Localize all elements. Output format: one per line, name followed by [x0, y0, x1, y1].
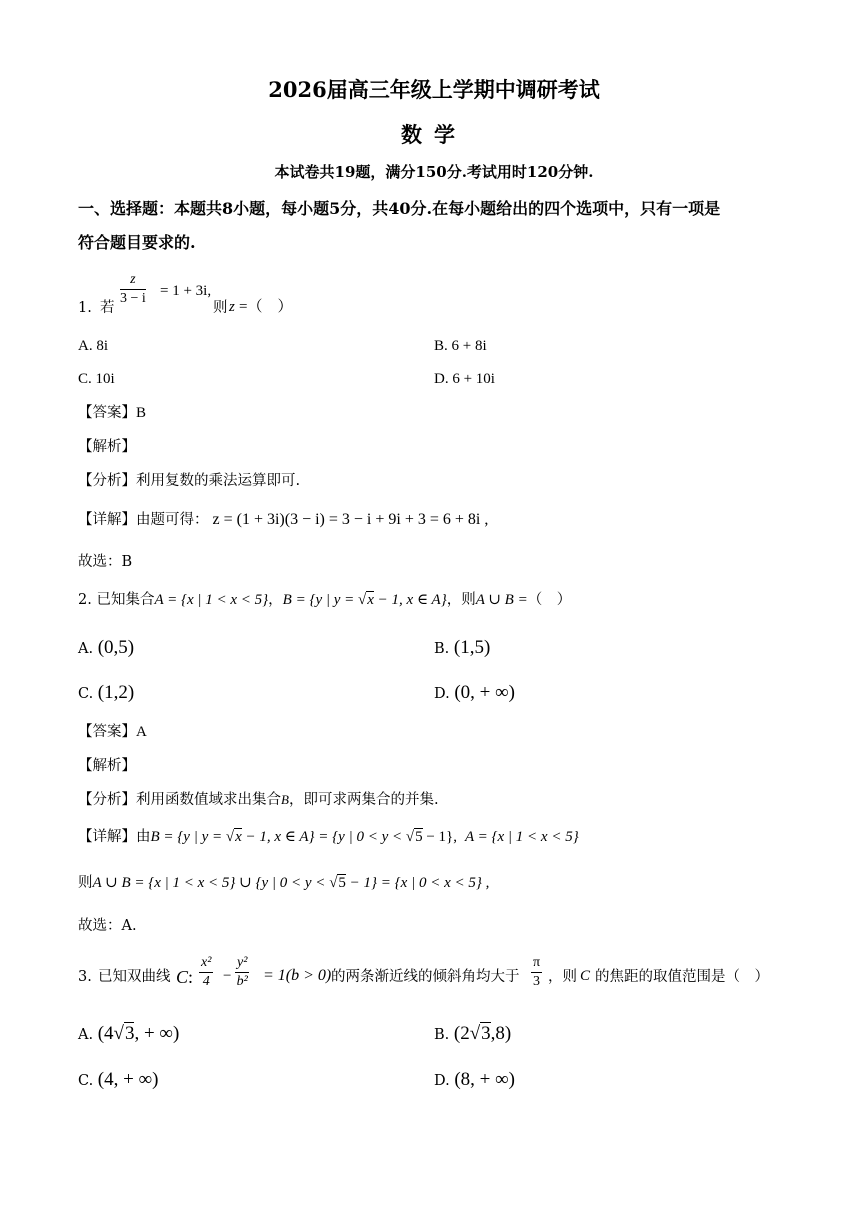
- fraction-denominator: 4: [202, 974, 210, 989]
- option-value: (0,5): [97, 637, 135, 658]
- answer-value: B: [136, 405, 147, 421]
- answer-label: 【答案】: [78, 405, 136, 421]
- radicand: 3: [481, 1023, 491, 1044]
- detail-math: B = {y | y =: [150, 829, 226, 845]
- option-b: B. 6 + 8i: [434, 338, 487, 354]
- conclusion: 故选：A.: [78, 918, 137, 934]
- radicand: x: [235, 829, 242, 845]
- fraction-z-over: [120, 273, 146, 306]
- stem-text: 的两条渐近线的倾斜角均大于: [331, 969, 520, 985]
- option-letter: C.: [78, 686, 94, 702]
- fenxi-label: 【分析】: [78, 473, 136, 489]
- curve-name: C: [176, 967, 189, 987]
- set-a: A = {x | 1 < x < 5}: [154, 592, 269, 608]
- question-number: 1.: [78, 300, 92, 316]
- option-value: (4, + ∞): [97, 1069, 159, 1090]
- section-heading-line1: 一、选择题：本题共8小题，每小题5分，共40分.在每小题给出的四个选项中，只有一项是: [78, 199, 721, 218]
- fenxi-text-end: ，即可求两集合的并集.: [288, 792, 439, 808]
- option-letter: D.: [434, 1073, 450, 1089]
- question-2-stem: 2. 已知集合A = {x | 1 < x < 5}，B = {y | y = √x − 1, x ∈ A}，则A ∪ B =（ ）: [78, 592, 572, 608]
- option-b: [434, 638, 490, 657]
- detail-text: 由: [136, 829, 151, 845]
- analysis-label: 【解析】: [78, 439, 136, 455]
- minus-sign: −: [223, 968, 232, 984]
- fenxi-variable: B: [281, 792, 289, 807]
- stem-text: 则: [213, 300, 228, 316]
- fraction-numerator: z: [120, 273, 146, 290]
- stem-variable: z: [229, 299, 235, 315]
- detail-text: 由题可得：: [136, 512, 209, 528]
- answer-value: A: [136, 724, 147, 740]
- fraction-numerator: y²: [235, 956, 249, 973]
- set-a: A = {x | 1 < x < 5}: [465, 829, 579, 845]
- fenxi-line: [78, 474, 300, 489]
- radicand: 5: [415, 829, 423, 845]
- detail-label: 【详解】: [78, 512, 136, 528]
- stem-blank: =（ ）: [239, 299, 293, 315]
- option-letter: C.: [78, 1073, 94, 1089]
- curve-name: C: [580, 968, 591, 984]
- radicand: 5: [338, 875, 346, 891]
- option-letter: D.: [434, 686, 450, 702]
- option-letter: B.: [434, 641, 450, 657]
- option-letter: A.: [78, 1027, 94, 1043]
- option-value-end: , + ∞): [134, 1023, 180, 1044]
- question-number: 2.: [78, 592, 92, 608]
- fraction-numerator: π: [531, 956, 542, 973]
- analysis-label: 【解析】: [78, 758, 136, 774]
- stem-text: 已知双曲线: [98, 969, 171, 985]
- colon: :: [188, 967, 194, 987]
- fenxi-text: 利用复数的乘法运算即可.: [136, 473, 301, 489]
- fraction-denominator: b²: [236, 974, 248, 989]
- option-value: (0, + ∞): [454, 682, 515, 703]
- option-a: A. 8i: [78, 338, 108, 354]
- stem-text: 若: [100, 300, 115, 316]
- fraction-y2-over-b2: [235, 956, 249, 989]
- stem-text: ，则: [446, 592, 476, 608]
- detail-math-end: − 1} = {x | 0 < x < 5} ,: [345, 875, 490, 891]
- fraction-numerator: x²: [199, 956, 213, 973]
- option-value: (1,5): [453, 637, 491, 658]
- option-value: (1,2): [97, 682, 135, 703]
- detail-text: 则: [78, 875, 93, 891]
- option-value: (4: [97, 1023, 114, 1044]
- option-letter: B.: [434, 1027, 450, 1043]
- detail-math-end: − 1},: [422, 829, 457, 845]
- detail-line: 【详解】由B = {y | y = √x − 1, x ∈ A} = {y | 0 < y < √5 − 1}, A = {x | 1 < x < 5}: [78, 829, 579, 845]
- fenxi-line: [78, 793, 439, 808]
- answer-label: 【答案】: [78, 724, 136, 740]
- option-a: [78, 638, 134, 657]
- fraction-denominator: 3 − i: [120, 291, 146, 306]
- option-a: A. (4√3, + ∞): [78, 1023, 180, 1044]
- option-b: B. (2√3,8): [434, 1023, 512, 1044]
- radicand: x: [367, 592, 374, 608]
- option-letter: A.: [78, 641, 94, 657]
- detail-line-2: 则A ∪ B = {x | 1 < x < 5} ∪ {y | 0 < y < √5 − 1} = {x | 0 < x < 5} ,: [78, 875, 490, 891]
- stem-text: 已知集合: [96, 592, 155, 608]
- option-c: [78, 1070, 158, 1089]
- union-expr: A ∪ B =: [475, 592, 528, 608]
- fraction-denominator: 3: [533, 974, 541, 989]
- fraction-pi-over-3: [531, 956, 542, 989]
- set-b-end: − 1, x ∈ A}: [373, 592, 447, 608]
- exam-title: 2026届高三年级上学期中调研考试: [268, 77, 600, 102]
- detail-math: z = (1 + 3i)(3 − i) = 3 − i + 9i + 3 = 6 + 8i ,: [212, 511, 489, 528]
- fenxi-text: 利用函数值域求出集合: [136, 792, 281, 808]
- stem-equation: = 1 + 3i,: [160, 283, 212, 299]
- option-c: [78, 683, 134, 702]
- detail-label: 【详解】: [78, 829, 136, 845]
- radicand: 3: [124, 1023, 135, 1044]
- option-d: [434, 683, 515, 702]
- stem-text: 的焦距的取值范围是（ ）: [595, 969, 769, 985]
- option-value: (2: [453, 1023, 470, 1044]
- detail-math-cont: − 1, x ∈ A} = {y | 0 < y <: [241, 829, 406, 845]
- conclusion: 故选：B: [78, 554, 133, 570]
- stem-blank: （ ）: [527, 592, 572, 608]
- detail-line: [78, 512, 488, 528]
- fenxi-label: 【分析】: [78, 792, 136, 808]
- question-number: 3.: [78, 969, 92, 985]
- exam-notice: 本试卷共19题，满分150分.考试用时120分钟.: [274, 163, 594, 181]
- answer-line: [78, 406, 146, 421]
- equation-rhs: = 1(b > 0): [263, 967, 332, 984]
- set-b: B = {y | y =: [282, 592, 359, 608]
- answer-line: [78, 725, 147, 740]
- subject-title: 数学: [401, 122, 467, 147]
- stem-text: ，则: [548, 969, 577, 985]
- option-value-end: ,8): [490, 1023, 512, 1044]
- option-c: C. 10i: [78, 371, 115, 387]
- fraction-x2-over-4: [199, 956, 213, 989]
- section-heading-line2: 符合题目要求的.: [78, 233, 196, 252]
- option-d: [434, 1070, 515, 1089]
- stem-text: ，: [268, 592, 283, 608]
- option-d: D. 6 + 10i: [434, 371, 495, 387]
- option-value: (8, + ∞): [454, 1069, 515, 1090]
- detail-math: A ∪ B = {x | 1 < x < 5} ∪ {y | 0 < y <: [92, 875, 330, 891]
